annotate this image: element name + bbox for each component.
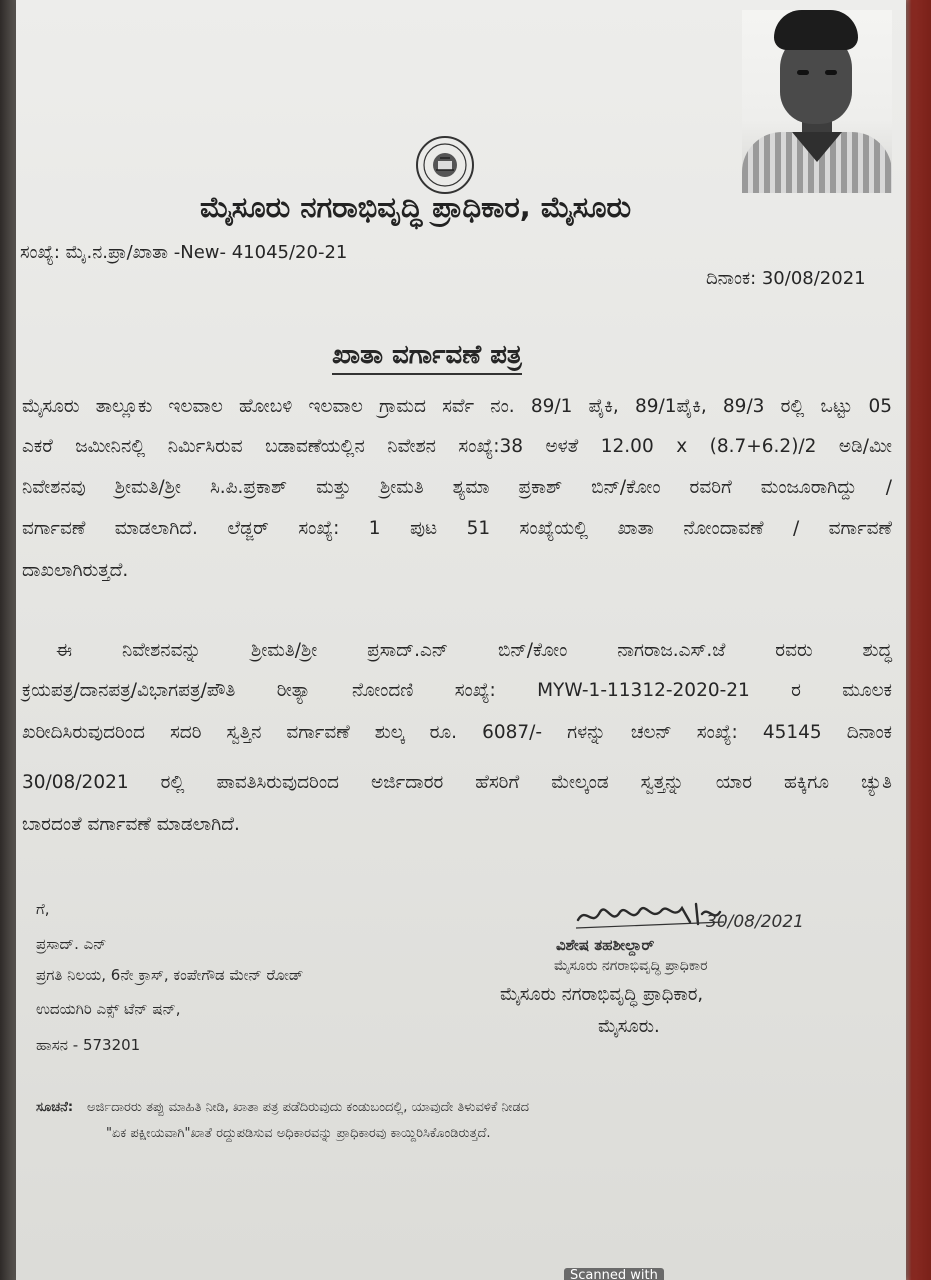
organization-title: ಮೈಸೂರು ನಗರಾಭಿವೃದ್ಧಿ ಪ್ರಾಧಿಕಾರ, ಮೈಸೂರು xyxy=(200,190,632,224)
signatory-org: ಮೈಸೂರು ನಗರಾಭಿವೃದ್ಧಿ ಪ್ರಾಧಿಕಾರ, xyxy=(500,984,704,1005)
issue-date: ದಿನಾಂಕ: 30/08/2021 xyxy=(706,268,866,289)
paragraph-1-line: ಮೈಸೂರು ತಾಲ್ಲೂಕು ಇಲವಾಲ ಹೋಬಳಿ ಇಲವಾಲ ಗ್ರಾಮದ ಸರ್ವೆ ನಂ. 89/1 ಪೈಕಿ, 89/1ಪೈಕಿ, 89/3 ರಲ್ಲಿ ಒಟ್ಟು 05 xyxy=(22,396,892,417)
note-line: "ಏಕ ಪಕ್ಷೀಯವಾಗಿ"ಖಾತೆ ರದ್ದುಪಡಿಸುವ ಅಧಿಕಾರವನ್ನು ಪ್ರಾಧಿಕಾರವು ಕಾಯ್ದಿರಿಸಿಕೊಂಡಿರುತ್ತದೆ. xyxy=(106,1126,491,1141)
recipient-address-line: ಉದಯಗಿರಿ ಎಕ್ಸ್ ಟೆನ್ ಷನ್, xyxy=(36,1000,181,1018)
applicant-photo xyxy=(742,10,892,193)
recipient-address-line: ಪ್ರಗತಿ ನಿಲಯ, 6ನೇ ಕ್ರಾಸ್, ಕಂಪೇಗೌಡ ಮೇನ್ ರೋಡ್ xyxy=(36,966,304,984)
paragraph-1-line: ಎಕರೆ ಜಮೀನಿನಲ್ಲಿ ನಿರ್ಮಿಸಿರುವ ಬಡಾವಣೆಯಲ್ಲಿನ ನಿವೇಶನ ಸಂಖ್ಯೆ:38 ಅಳತೆ 12.00 x (8.7+6.2)/2 ಅಡಿ/ಮೀ xyxy=(22,436,892,457)
paragraph-2-line: 30/08/2021 ರಲ್ಲಿ ಪಾವತಿಸಿರುವುದರಿಂದ ಅರ್ಜಿದಾರರ ಹೆಸರಿಗೆ ಮೇಲ್ಕಂಡ ಸ್ವತ್ತನ್ನು ಯಾರ ಹಕ್ಕಿಗೂ ಚ್ಯುತಿ xyxy=(22,772,892,793)
recipient-name: ಪ್ರಸಾದ್. ಎನ್ xyxy=(36,935,107,953)
paragraph-1-line: ವರ್ಗಾವಣೆ ಮಾಡಲಾಗಿದೆ. ಲೆಡ್ಜರ್ ಸಂಖ್ಯೆ: 1 ಪುಟ 51 ಸಂಖ್ಯೆಯಲ್ಲಿ ಖಾತಾ ನೋಂದಾವಣೆ / ವರ್ಗಾವಣೆ xyxy=(22,518,892,539)
note-line xyxy=(36,1100,880,1115)
paragraph-1-line: ದಾಖಲಾಗಿರುತ್ತದೆ. xyxy=(22,560,129,581)
paragraph-2-line: ಈ ನಿವೇಶನವನ್ನು ಶ್ರೀಮತಿ/ಶ್ರೀ ಪ್ರಸಾದ್.ಎನ್ ಬಿನ್/ಕೋಂ ನಾಗರಾಜ.ಎಸ್.ಜೆ ರವರು ಶುದ್ಧ xyxy=(56,640,892,661)
signatory-stamp-org: ಮೈಸೂರು ನಗರಾಭಿವೃದ್ಧಿ ಪ್ರಾಧಿಕಾರ xyxy=(554,958,708,974)
note-label: ಸೂಚನೆ: xyxy=(36,1100,74,1115)
note-text: ಅರ್ಜಿದಾರರು ತಪ್ಪು ಮಾಹಿತಿ ನೀಡಿ, ಖಾತಾ ಪತ್ರ ಪಡೆದಿರುವುದು ಕಂಡುಬಂದಲ್ಲಿ, ಯಾವುದೇ ತಿಳುವಳಿಕೆ ನೀಡದ xyxy=(87,1100,530,1115)
signatory-city: ಮೈಸೂರು. xyxy=(598,1016,660,1037)
paragraph-2-line: ಖರೀದಿಸಿರುವುದರಿಂದ ಸದರಿ ಸ್ವತ್ತಿನ ವರ್ಗಾವಣೆ ಶುಲ್ಕ ರೂ. 6087/- ಗಳನ್ನು ಚಲನ್ ಸಂಖ್ಯೆ: 45145 ದಿನಾಂಕ xyxy=(22,722,892,743)
document-subject: ಖಾತಾ ವರ್ಗಾವಣೆ ಪತ್ರ xyxy=(332,340,522,375)
signatory-designation: ವಿಶೇಷ ತಹಶೀಲ್ದಾರ್ xyxy=(556,936,655,954)
paragraph-2-line: ಬಾರದಂತೆ ವರ್ಗಾವಣೆ ಮಾಡಲಾಗಿದೆ. xyxy=(22,814,240,835)
emblem-seal-icon xyxy=(414,134,476,196)
reference-number: ಸಂಖ್ಯೆ: ಮೈ.ನ.ಪ್ರಾ/ಖಾತಾ -New- 41045/20-21 xyxy=(20,242,348,263)
paragraph-1-line: ನಿವೇಶನವು ಶ್ರೀಮತಿ/ಶ್ರೀ ಸಿ.ಪಿ.ಪ್ರಕಾಶ್ ಮತ್ತು ಶ್ರೀಮತಿ ಶ್ಯಮಾ ಪ್ರಕಾಶ್ ಬಿನ್/ಕೋಂ ರವರಿಗೆ ಮಂಜೂರಾಗಿದ್ದು / xyxy=(22,477,892,498)
recipient-salutation: ಗೆ, xyxy=(36,900,50,918)
signature-date: 30/08/2021 xyxy=(706,912,804,932)
document-sheet xyxy=(16,0,906,1280)
recipient-address-line: ಹಾಸನ - 573201 xyxy=(36,1036,141,1054)
scanner-watermark: Scanned with xyxy=(564,1268,664,1280)
paragraph-2-line: ಕ್ರಯಪತ್ರ/ದಾನಪತ್ರ/ವಿಭಾಗಪತ್ರ/ಪೌತಿ ರೀತ್ಯಾ ನೋಂದಣಿ ಸಂಖ್ಯೆ: MYW-1-11312-2020-21 ರ ಮೂಲಕ xyxy=(22,680,892,701)
